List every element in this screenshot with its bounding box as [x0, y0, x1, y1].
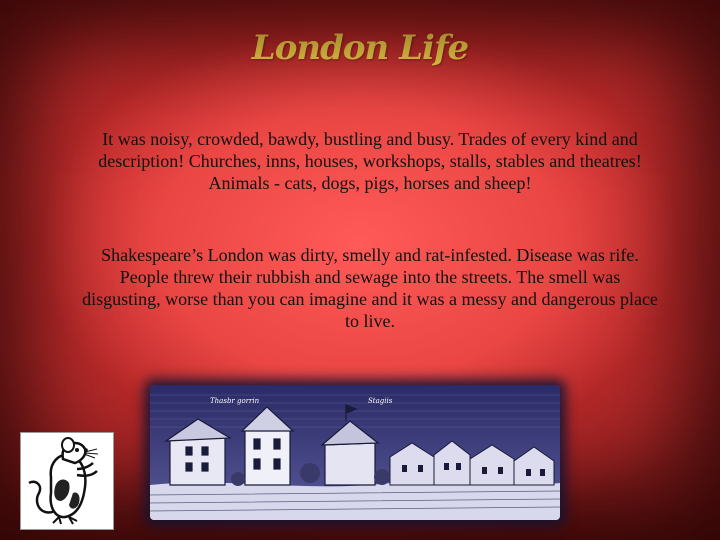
engraving-label-left: Thasbr gorrin	[210, 397, 260, 405]
slide-title: London Life	[251, 28, 469, 68]
engraving-label-right: Stagiis	[368, 397, 393, 405]
rat-image	[20, 432, 114, 530]
paragraph-london-busy: It was noisy, crowded, bawdy, bustling and busy. Trades of every kind and description! Churches, inns, houses, workshops, stalls, stables and theatres! Animals - cats, dogs, pigs, horses and sheep!	[98, 129, 642, 193]
london-engraving-image	[150, 385, 560, 520]
paragraph-london-dirty: Shakespeare’s London was dirty, smelly and rat-infested. Disease was rife. People threw their rubbish and sewage into the streets. The smell was disgusting, worse than you can imagine and it was a messy and dangerous place to live.	[82, 245, 658, 331]
